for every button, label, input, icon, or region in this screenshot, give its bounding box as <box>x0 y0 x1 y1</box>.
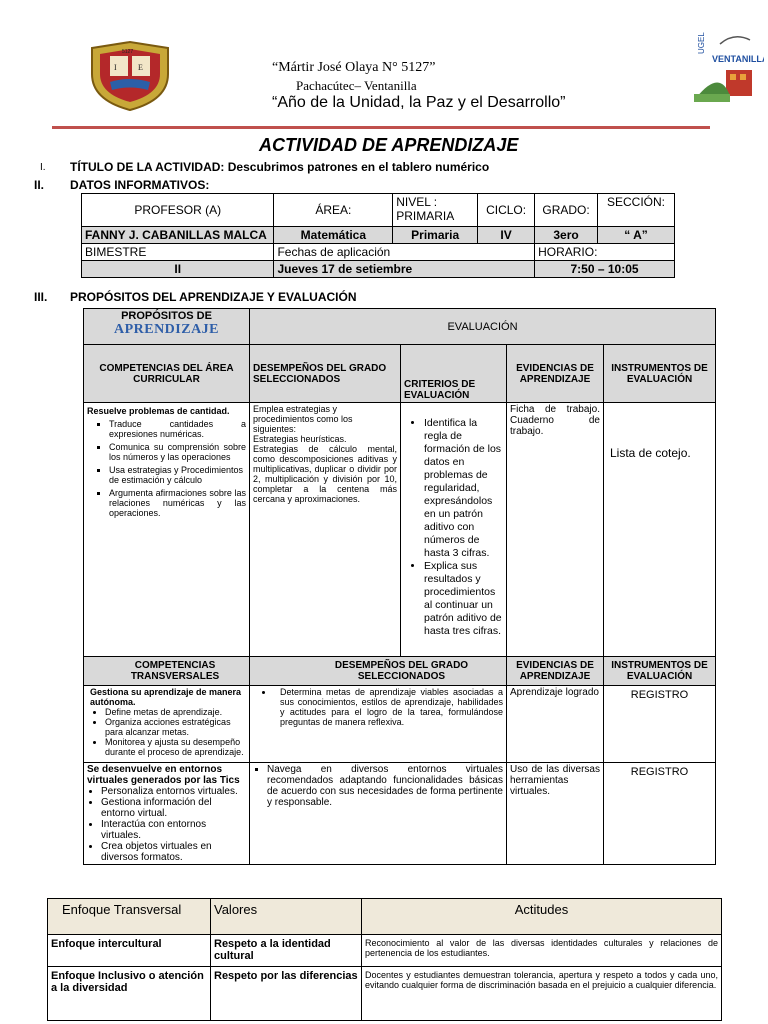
svg-text:VENTANILLA: VENTANILLA <box>712 54 764 64</box>
transversal-2-item: • Gestiona información del entorno virtual. <box>101 797 246 819</box>
svg-text:UGEL: UGEL <box>697 32 706 54</box>
section-ii-number: II. <box>34 178 45 192</box>
competencia-cell <box>84 403 250 657</box>
header-area: ÁREA: <box>274 194 393 227</box>
desempeno-intro: Emplea estrategias y procedimientos como los siguientes: <box>253 404 353 434</box>
desempeno-calculo: Estrategias de cálculo mental, como descomposiciones aditivas y multiplicativas, duplicar o dividir por 2, multiplicación y división por 10, completar a la centena más cercana y aproximaciones. <box>253 444 397 504</box>
header-nivel: NIVEL : PRIMARIA <box>393 194 478 227</box>
header-actitudes: Actitudes <box>362 899 722 935</box>
header-enfoque: Enfoque Transversal <box>48 899 211 935</box>
enfoque-actitud: Docentes y estudiantes demuestran tolerancia, apertura y respeto a todos y cada uno, evitando cualquier forma de discriminación basada en el prejuicio a cualquier diferencia. <box>362 967 722 1021</box>
criterio-item: • Explica sus resultados y procedimientos al continuar un patrón aditivo de hasta tres cifras. <box>424 560 503 638</box>
info-table <box>81 193 675 278</box>
enfoque-name: Enfoque Inclusivo o atención a la diversidad <box>48 967 211 1021</box>
svg-text:I: I <box>114 63 117 72</box>
header-bimestre: BIMESTRE <box>82 244 274 261</box>
enfoques-table <box>47 898 722 1021</box>
criterio-item: • Identifica la regla de formación de los datos en problemas de regularidad, expresándolos en un patrón aditivo con números de hasta 3 cifras. <box>424 417 503 560</box>
seccion-value: “ A” <box>598 227 675 244</box>
header-ciclo: CICLO: <box>478 194 535 227</box>
profesor-value: FANNY J. CABANILLAS MALCA <box>82 227 274 244</box>
grado-value: 3ero <box>535 227 598 244</box>
transversal-1-instrumento: REGISTRO <box>604 686 716 763</box>
desempeno-cell <box>250 403 401 657</box>
school-name: “Mártir José Olaya N° 5127” <box>272 60 436 75</box>
enfoque-actitud: Reconocimiento al valor de las diversas identidades culturales y relaciones de pertenencia de los estudiantes. <box>362 935 722 967</box>
ciclo-value: IV <box>478 227 535 244</box>
school-location: Pachacútec– Ventanilla <box>296 78 417 93</box>
competencia-item: ▪ Comunica su comprensión sobre los números y las operaciones <box>109 442 246 462</box>
transversal-2-item: • Interactúa con entornos virtuales. <box>101 819 246 841</box>
transversal-1-item: • Define metas de aprendizaje. <box>105 707 246 717</box>
section-i-number: I. <box>40 162 46 173</box>
transversal-2-cell <box>84 763 250 865</box>
transversal-2-item: • Crea objetos virtuales en diversos formatos. <box>101 841 246 863</box>
header-desempenos-2: DESEMPEÑOS DEL GRADO SELECCIONADOS <box>250 657 507 686</box>
competencia-item: ▪ Usa estrategias y Procedimientos de estimación y cálculo <box>109 465 246 485</box>
header-propositos: PROPÓSITOS DE APRENDIZAJE <box>84 309 250 345</box>
transversal-1-item: • Monitorea y ajusta su desempeño durante el proceso de aprendizaje. <box>105 737 246 757</box>
desempeno-heuristicas: Estrategias heurísticas. <box>253 434 347 444</box>
transversal-2-instrumento: REGISTRO <box>604 763 716 865</box>
evidencia-cell: Ficha de trabajo. Cuaderno de trabajo. <box>507 403 604 657</box>
nivel-value: Primaria <box>393 227 478 244</box>
transversal-2-evidencia: Uso de las diversas herramientas virtuales. <box>507 763 604 865</box>
svg-text:E: E <box>138 63 143 72</box>
header-competencias: COMPETENCIAS DEL ÁREA CURRICULAR <box>84 345 250 403</box>
transversal-2-item: • Personaliza entornos virtuales. <box>101 786 246 797</box>
transversal-1-desempeno: • Determina metas de aprendizaje viables asociadas a sus conocimientos, estilos de aprendizaje, habilidades y actitudes para el logro de la tarea, formulándose preguntas de manera reflexiva. <box>250 686 507 763</box>
fecha-value: Jueves 17 de setiembre <box>274 261 535 278</box>
enfoque-valor: Respeto a la identidad cultural <box>211 935 362 967</box>
competencia-item: ▪ Traduce cantidades a expresiones numéricas. <box>109 419 246 439</box>
competencia-title: Resuelve problemas de cantidad. <box>87 406 230 416</box>
section-i-title: TÍTULO DE LA ACTIVIDAD: Descubrimos patrones en el tablero numérico <box>70 160 490 174</box>
year-motto: “Año de la Unidad, la Paz y el Desarrollo” <box>272 94 566 111</box>
competencia-item: ▪ Argumenta afirmaciones sobre las relaciones numéricas y las operaciones. <box>109 488 246 518</box>
enfoque-valor: Respeto por las diferencias <box>211 967 362 1021</box>
section-iii-title: PROPÓSITOS DEL APRENDIZAJE Y EVALUACIÓN <box>70 290 357 304</box>
instrumento-cell: Lista de cotejo. <box>604 403 716 657</box>
header-grado: GRADO: <box>535 194 598 227</box>
transversal-1-title: Gestiona su aprendizaje de manera autónoma. <box>90 687 242 707</box>
horario-value: 7:50 – 10:05 <box>535 261 675 278</box>
school-crest-logo <box>88 40 172 112</box>
svg-text:5127: 5127 <box>122 49 134 55</box>
header-evidencias-2: EVIDENCIAS DE APRENDIZAJE <box>507 657 604 686</box>
header-instrumentos: INSTRUMENTOS DE EVALUACIÓN <box>604 345 716 403</box>
criterios-cell <box>401 403 507 657</box>
section-iii-number: III. <box>34 290 48 304</box>
purposes-table <box>83 308 716 865</box>
header-evidencias: EVIDENCIAS DE APRENDIZAJE <box>507 345 604 403</box>
page-title: ACTIVIDAD DE APRENDIZAJE <box>259 135 519 155</box>
ugel-logo <box>690 28 764 104</box>
header-instrumentos-2: INSTRUMENTOS DE EVALUACIÓN <box>604 657 716 686</box>
header-evaluacion: EVALUACIÓN <box>250 309 716 345</box>
bimestre-value: II <box>82 261 274 278</box>
transversal-1-evidencia: Aprendizaje logrado <box>507 686 604 763</box>
header-seccion: SECCIÓN: <box>598 194 675 227</box>
transversal-2-title: Se desenvuelve en entornos virtuales generados por las Tics <box>87 764 240 786</box>
transversal-1-cell <box>84 686 250 763</box>
header-horario: HORARIO: <box>535 244 675 261</box>
header-desempenos: DESEMPEÑOS DEL GRADO SELECCIONADOS <box>250 345 401 403</box>
header-criterios: CRITERIOS DE EVALUACIÓN <box>401 345 507 403</box>
header-profesor: PROFESOR (A) <box>82 194 274 227</box>
transversal-2-desempeno: ▪ Navega en diversos entornos virtuales recomendados adaptando funcionalidades básicas de acuerdo con sus necesidades de forma pertinente y responsable. <box>250 763 507 865</box>
area-value: Matemática <box>274 227 393 244</box>
section-ii-title: DATOS INFORMATIVOS: <box>70 178 210 192</box>
header-fechas: Fechas de aplicación <box>274 244 535 261</box>
enfoque-name: Enfoque intercultural <box>48 935 211 967</box>
header-transversales: COMPETENCIAS TRANSVERSALES <box>84 657 250 686</box>
transversal-1-item: • Organiza acciones estratégicas para alcanzar metas. <box>105 717 246 737</box>
header-valores: Valores <box>211 899 362 935</box>
header-divider <box>52 126 710 129</box>
